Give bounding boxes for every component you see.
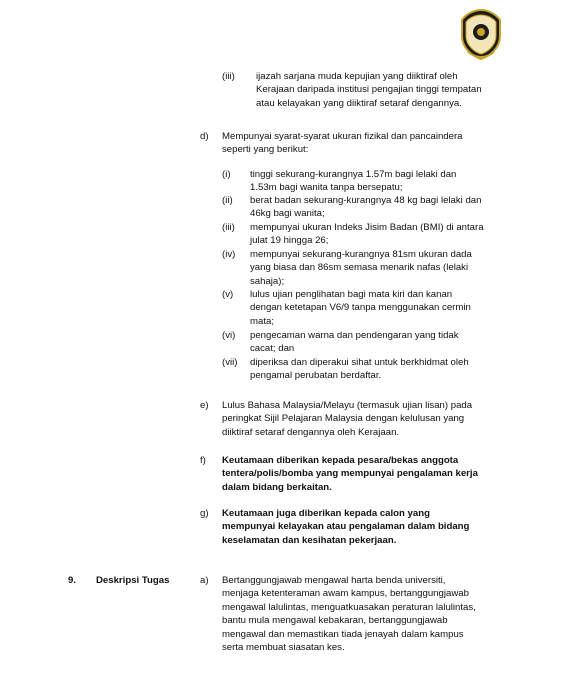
text-line: mempunyai kelayakan atau pengalaman dalam bidang bbox=[222, 521, 470, 533]
text-line: pengecaman warna dan pendengaran yang tidak bbox=[250, 330, 459, 341]
text-line: Kerajaan daripada institusi pengajian tinggi tempatan bbox=[256, 84, 482, 96]
item-marker: (iii) bbox=[222, 71, 235, 82]
item-text bbox=[222, 507, 502, 547]
item-text bbox=[250, 168, 502, 195]
text-line: tentera/polis/bomba yang mempunyai pengalaman kerja bbox=[222, 468, 478, 480]
text-line: yang biasa dan 86sm semasa menarik nafas (lelaki bbox=[250, 262, 469, 274]
text-line: Mempunyai syarat-syarat ukuran fizikal dan pancaindera bbox=[222, 131, 463, 142]
list-item bbox=[222, 248, 502, 288]
text-line: sahaja); bbox=[250, 275, 285, 287]
text-line: diiktiraf setaraf dengannya oleh Kerajaan. bbox=[222, 426, 400, 438]
text-line: pengamal perubatan berdaftar. bbox=[250, 370, 382, 382]
item-text bbox=[222, 574, 502, 654]
text-line: mengawal lalulintas, menguatkuasakan peraturan lalulintas, bbox=[222, 601, 476, 613]
text-line: peringkat Sijil Pelajaran Malaysia dengan kelulusan yang bbox=[222, 413, 465, 425]
item-text bbox=[250, 288, 502, 328]
item-marker: (iv) bbox=[222, 249, 236, 260]
item-text bbox=[222, 130, 502, 157]
item-text bbox=[256, 70, 502, 110]
text-line: mata; bbox=[250, 315, 274, 327]
text-line: mengawal dan memastikan tiada jenayah dalam kampus bbox=[222, 628, 464, 640]
text-line: dengan ketetapan V6/9 tanpa menggunakan cermin bbox=[250, 302, 471, 314]
text-line: cacat; dan bbox=[250, 343, 295, 355]
item-marker: (vii) bbox=[222, 357, 238, 368]
text-line: bantu mula mengawal kebakaran, bertanggungjawab bbox=[222, 615, 448, 627]
item-marker: (v) bbox=[222, 289, 234, 300]
item-marker: (iii) bbox=[222, 222, 235, 233]
text-line: Keutamaan juga diberikan kepada calon yang bbox=[222, 508, 430, 519]
text-line: Lulus Bahasa Malaysia/Melayu (termasuk ujian lisan) pada bbox=[222, 400, 473, 411]
item-marker: d) bbox=[200, 131, 209, 142]
item-marker: f) bbox=[200, 455, 206, 466]
section-title: Deskripsi Tugas bbox=[96, 575, 170, 586]
text-line: serta membuat siasatan kes. bbox=[222, 642, 345, 654]
text-line: mempunyai sekurang-kurangnya 81sm ukuran dada bbox=[250, 249, 472, 260]
text-line: tinggi sekurang-kurangnya 1.57m bagi lelaki dan bbox=[250, 169, 457, 180]
item-marker: a) bbox=[200, 575, 209, 586]
text-line: 46kg bagi wanita; bbox=[250, 208, 325, 220]
text-line: lulus ujian penglihatan bagi mata kiri dan kanan bbox=[250, 289, 453, 300]
text-line: berat badan sekurang-kurangnya 48 kg bagi lelaki dan bbox=[250, 195, 482, 206]
text-line: Keutamaan diberikan kepada pesara/bekas anggota bbox=[222, 455, 459, 466]
section-number: 9. bbox=[68, 575, 77, 586]
text-line: julat 19 hingga 26; bbox=[250, 235, 329, 247]
item-marker: (i) bbox=[222, 169, 231, 180]
text-line: atau kelayakan yang diiktiraf setaraf dengannya. bbox=[256, 97, 462, 109]
list-item bbox=[222, 221, 502, 248]
text-line: 1.53m bagi wanita tanpa bersepatu; bbox=[250, 182, 403, 194]
item-text bbox=[250, 248, 502, 288]
list-item bbox=[222, 168, 502, 194]
list-item bbox=[222, 356, 502, 383]
text-line: ijazah sarjana muda kepujian yang diiktiraf oleh bbox=[256, 71, 458, 82]
text-line: diperiksa dan diperakui sihat untuk berkhidmat oleh bbox=[250, 357, 469, 368]
list-item bbox=[222, 194, 502, 221]
item-text bbox=[250, 221, 502, 248]
item-text bbox=[250, 329, 502, 356]
item-text bbox=[222, 399, 502, 439]
item-marker: (vi) bbox=[222, 330, 236, 341]
text-line: mempunyai ukuran Indeks Jisim Badan (BMI) di antara bbox=[250, 222, 484, 233]
item-marker: (ii) bbox=[222, 195, 233, 206]
item-text bbox=[250, 356, 502, 383]
item-text bbox=[222, 454, 502, 494]
text-line: dalam bidang berkaitan. bbox=[222, 481, 332, 493]
text-line: seperti yang berikut: bbox=[222, 144, 309, 156]
text-line: Bertanggungjawab mengawal harta benda universiti, bbox=[222, 575, 446, 586]
list-item bbox=[222, 288, 502, 329]
item-text bbox=[250, 194, 502, 221]
item-marker: g) bbox=[200, 508, 209, 519]
text-line: keselamatan dan kesihatan pekerjaan. bbox=[222, 534, 397, 546]
item-marker: e) bbox=[200, 400, 209, 411]
university-crest-logo bbox=[458, 8, 504, 60]
list-item bbox=[222, 329, 502, 356]
text-line: menjaga ketenteraman awam kampus, bertanggungjawab bbox=[222, 588, 469, 600]
physical-requirements-list bbox=[222, 168, 502, 383]
